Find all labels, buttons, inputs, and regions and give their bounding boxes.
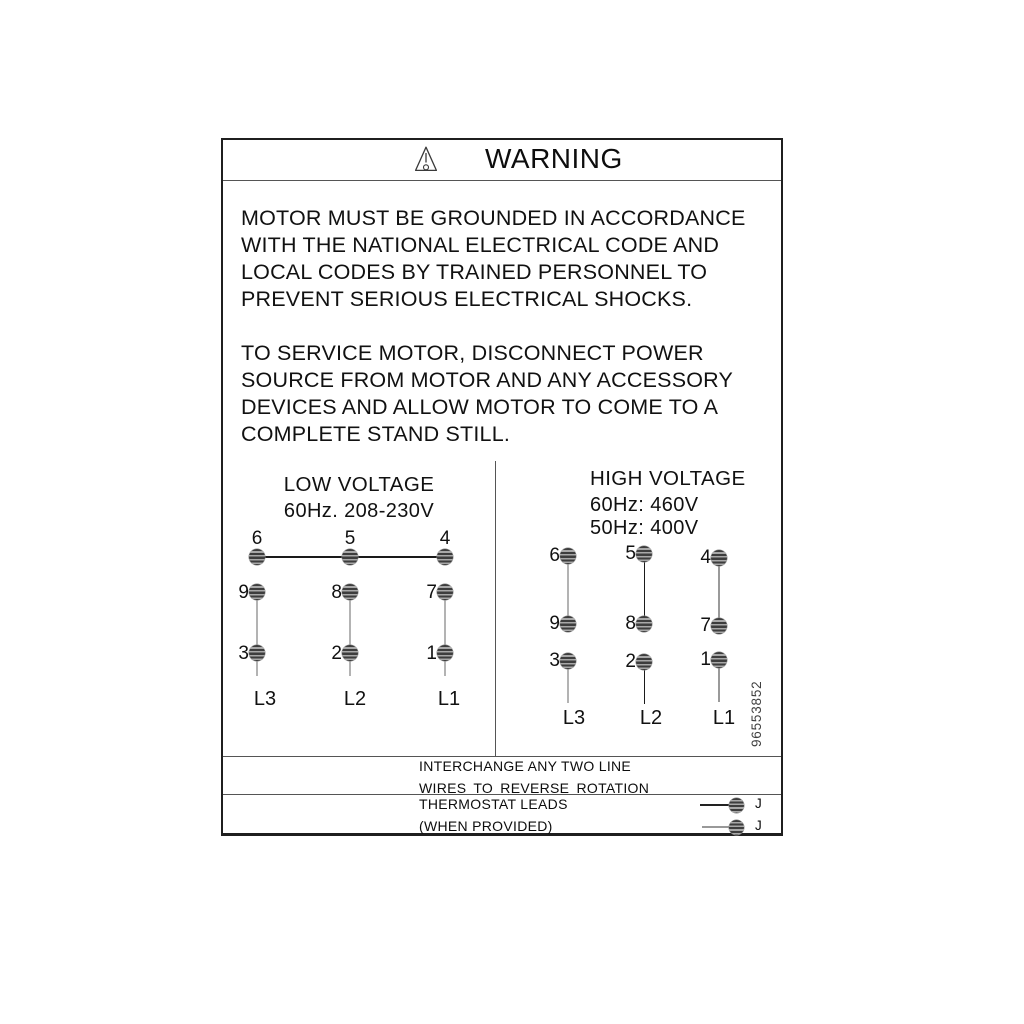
warning-line: SOURCE FROM MOTOR AND ANY ACCESSORY xyxy=(241,368,734,392)
terminal-screw-5 xyxy=(342,549,358,565)
terminal-number-5: 5 xyxy=(344,528,356,549)
warning-paragraph-2 xyxy=(223,340,781,448)
terminal-screw-3 xyxy=(560,653,576,669)
line-label-l2: L2 xyxy=(343,688,367,710)
terminal-number-8: 8 xyxy=(625,613,636,634)
wire-4-7 xyxy=(718,558,720,626)
wire-7-1-l1 xyxy=(444,592,446,676)
warning-header xyxy=(223,140,781,181)
terminal-number-4: 4 xyxy=(700,547,711,568)
terminal-screw-4 xyxy=(437,549,453,565)
terminal-screw-8 xyxy=(342,584,358,600)
wire-6-9 xyxy=(567,556,569,624)
terminal-number-1: 1 xyxy=(700,649,711,670)
wire-8-2-l2 xyxy=(349,592,351,676)
thermostat-leads-line2: (WHEN PROVIDED) xyxy=(419,818,553,834)
terminal-number-1: 1 xyxy=(426,643,437,664)
line-label-l2: L2 xyxy=(639,707,663,729)
thermostat-leads-line1: THERMOSTAT LEADS xyxy=(419,796,568,812)
terminal-screw-7 xyxy=(711,618,727,634)
interchange-note-line2: WIRES TO REVERSE ROTATION xyxy=(419,780,650,796)
terminal-number-4: 4 xyxy=(439,528,451,549)
terminal-number-9: 9 xyxy=(238,582,249,603)
thermostat-lead-label-1: J xyxy=(755,796,762,811)
interchange-note-line1: INTERCHANGE ANY TWO LINE xyxy=(419,758,632,774)
warning-text-section xyxy=(223,181,781,461)
thermostat-lead-terminal-2 xyxy=(729,820,744,835)
low-voltage-subtitle: 60Hz. 208-230V xyxy=(283,500,435,522)
terminal-screw-6 xyxy=(249,549,265,565)
wiring-diagrams-section xyxy=(223,461,781,757)
part-number: 96553852 xyxy=(749,680,764,747)
line-label-l3: L3 xyxy=(253,688,277,710)
terminal-screw-9 xyxy=(249,584,265,600)
warning-paragraph-1 xyxy=(223,205,781,313)
terminal-screw-7 xyxy=(437,584,453,600)
terminal-screw-5 xyxy=(636,546,652,562)
line-label-l3: L3 xyxy=(562,707,586,729)
terminal-number-8: 8 xyxy=(331,582,342,603)
high-voltage-subtitle-60hz: 60Hz: 460V xyxy=(590,494,699,516)
terminal-number-2: 2 xyxy=(331,643,342,664)
high-voltage-diagram xyxy=(495,461,781,756)
warning-line: DEVICES AND ALLOW MOTOR TO COME TO A xyxy=(241,395,719,419)
thermostat-lead-label-2: J xyxy=(755,818,762,833)
terminal-screw-3 xyxy=(249,645,265,661)
low-voltage-diagram xyxy=(223,461,495,756)
terminal-number-2: 2 xyxy=(625,651,636,672)
thermostat-lead-terminal-1 xyxy=(729,798,744,813)
high-voltage-title: HIGH VOLTAGE xyxy=(590,467,746,490)
wire-9-3-l3 xyxy=(256,592,258,676)
terminal-screw-4 xyxy=(711,550,727,566)
terminal-number-7: 7 xyxy=(700,615,711,636)
terminal-number-9: 9 xyxy=(549,613,560,634)
terminal-number-3: 3 xyxy=(549,650,560,671)
interchange-note-section xyxy=(223,757,781,795)
line-label-l1: L1 xyxy=(712,707,736,729)
warning-line: MOTOR MUST BE GROUNDED IN ACCORDANCE xyxy=(241,206,746,230)
wire-5-8 xyxy=(644,556,646,624)
warning-line: COMPLETE STAND STILL. xyxy=(241,422,511,446)
terminal-screw-8 xyxy=(636,616,652,632)
terminal-screw-2 xyxy=(636,654,652,670)
thermostat-leads-section xyxy=(223,795,781,833)
terminal-number-7: 7 xyxy=(426,582,437,603)
terminal-number-3: 3 xyxy=(238,643,249,664)
motor-warning-label xyxy=(221,138,783,836)
terminal-screw-1 xyxy=(437,645,453,661)
warning-line: TO SERVICE MOTOR, DISCONNECT POWER xyxy=(241,341,704,365)
warning-title: WARNING xyxy=(485,143,623,174)
low-voltage-title: LOW VOLTAGE xyxy=(283,473,435,496)
terminal-screw-2 xyxy=(342,645,358,661)
warning-triangle-icon xyxy=(414,145,438,173)
warning-line: PREVENT SERIOUS ELECTRICAL SHOCKS. xyxy=(241,287,693,311)
terminal-number-6: 6 xyxy=(549,545,560,566)
terminal-screw-9 xyxy=(560,616,576,632)
warning-line: LOCAL CODES BY TRAINED PERSONNEL TO xyxy=(241,260,708,284)
terminal-number-5: 5 xyxy=(625,543,636,564)
warning-line: WITH THE NATIONAL ELECTRICAL CODE AND xyxy=(241,233,720,257)
terminal-number-6: 6 xyxy=(251,528,263,549)
terminal-screw-1 xyxy=(711,652,727,668)
line-label-l1: L1 xyxy=(437,688,461,710)
high-voltage-subtitle-50hz: 50Hz: 400V xyxy=(590,517,699,539)
terminal-screw-6 xyxy=(560,548,576,564)
